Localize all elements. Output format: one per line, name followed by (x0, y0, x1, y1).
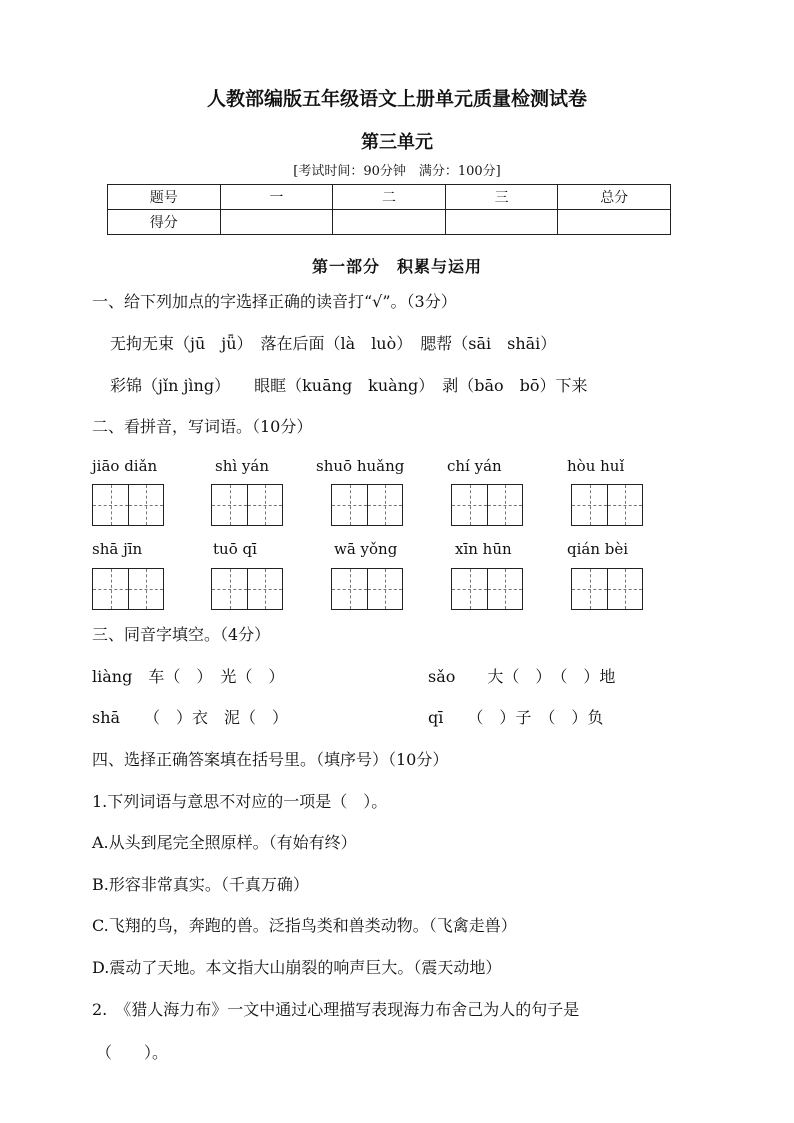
score-cell: 一 (220, 185, 333, 210)
q3-line1-left: liàng 车（ ） 光（ ） (92, 667, 285, 686)
grid-cell[interactable] (212, 485, 247, 525)
score-cell: 得分 (108, 210, 221, 235)
grid-cell[interactable] (367, 485, 402, 525)
grid-cell[interactable] (572, 569, 607, 609)
grid-cell[interactable] (607, 569, 642, 609)
pinyin-label: shuō huǎng (316, 457, 405, 475)
q3-title: 三、同音字填空。（4分） (92, 625, 271, 644)
grid-cell[interactable] (367, 569, 402, 609)
pinyin-label: xīn hūn (455, 540, 512, 558)
score-table (107, 184, 671, 235)
score-cell: 三 (445, 185, 558, 210)
q4-title: 四、选择正确答案填在括号里。（填序号）（10分） (92, 750, 449, 769)
grid-cell[interactable] (487, 485, 522, 525)
q4-option-a: A.从头到尾完全照原样。（有始有终） (92, 833, 357, 852)
grid-cell[interactable] (212, 569, 247, 609)
q3-line1-right: sǎo 大（ ） （ ）地 (428, 667, 616, 686)
pinyin-label: chí yán (447, 457, 502, 475)
score-table-score-row (108, 210, 671, 235)
q3-line2-right: qī （ ）子 （ ）负 (428, 708, 604, 727)
grid-cell[interactable] (128, 485, 163, 525)
writing-grid[interactable] (451, 568, 523, 610)
q1-line1: 无拘无束（jū jǖ） 落在后面（là luò） 腮帮（sāi shāi） (110, 334, 557, 353)
grid-cell[interactable] (93, 485, 128, 525)
writing-grid[interactable] (211, 568, 283, 610)
score-input-cell[interactable] (333, 210, 446, 235)
exam-info: [考试时间：90分钟 满分：100分] (293, 164, 501, 179)
q4-option-c: C.飞翔的鸟，奔跑的兽。泛指鸟类和兽类动物。（飞禽走兽） (92, 916, 517, 935)
writing-grid[interactable] (571, 484, 643, 526)
writing-grid[interactable] (331, 484, 403, 526)
grid-cell[interactable] (93, 569, 128, 609)
writing-grid[interactable] (451, 484, 523, 526)
score-input-cell[interactable] (445, 210, 558, 235)
score-cell: 二 (333, 185, 446, 210)
grid-cell[interactable] (452, 569, 487, 609)
pinyin-label: qián bèi (567, 540, 629, 558)
pinyin-label: hòu huǐ (567, 457, 625, 475)
unit-subtitle: 第三单元 (361, 132, 433, 153)
pinyin-label: wā yǒng (334, 540, 398, 558)
score-input-cell[interactable] (220, 210, 333, 235)
grid-cell[interactable] (247, 569, 282, 609)
grid-cell[interactable] (452, 485, 487, 525)
score-cell: 题号 (108, 185, 221, 210)
q1-title: 一、给下列加点的字选择正确的读音打“√”。（3分） (92, 292, 457, 311)
grid-cell[interactable] (332, 569, 367, 609)
writing-grid[interactable] (92, 568, 164, 610)
writing-grid[interactable] (571, 568, 643, 610)
q4-option-d: D.震动了天地。本文指大山崩裂的响声巨大。（震天动地） (92, 958, 502, 977)
pinyin-label: tuō qī (213, 540, 257, 558)
writing-grid[interactable] (211, 484, 283, 526)
score-table-header-row (108, 185, 671, 210)
q4-question-1: 1.下列词语与意思不对应的一项是（ ）。 (92, 792, 388, 811)
exam-title: 人教部编版五年级语文上册单元质量检测试卷 (206, 88, 587, 110)
part-heading: 第一部分 积累与运用 (311, 257, 482, 276)
writing-grid[interactable] (92, 484, 164, 526)
q3-line2-left: shā （ ）衣 泥（ ） (92, 708, 289, 727)
pinyin-label: shā jīn (92, 540, 143, 558)
pinyin-label: jiāo diǎn (92, 457, 158, 475)
grid-cell[interactable] (128, 569, 163, 609)
q1-line2: 彩锦（jǐn jìng） 眼眶（kuāng kuàng） 剥（bāo bō）下来 (110, 376, 588, 395)
grid-cell[interactable] (332, 485, 367, 525)
q2-title: 二、看拼音，写词语。（10分） (92, 417, 313, 436)
score-cell: 总分 (558, 185, 671, 210)
q4-question-2-blank: （ ）。 (96, 1043, 169, 1062)
grid-cell[interactable] (607, 485, 642, 525)
grid-cell[interactable] (247, 485, 282, 525)
pinyin-label: shì yán (215, 457, 270, 475)
q4-question-2: 2. 《猎人海力布》一文中通过心理描写表现海力布舍己为人的句子是 (92, 1000, 580, 1019)
writing-grid[interactable] (331, 568, 403, 610)
score-input-cell[interactable] (558, 210, 671, 235)
grid-cell[interactable] (572, 485, 607, 525)
q4-option-b: B.形容非常真实。（千真万确） (92, 875, 309, 894)
grid-cell[interactable] (487, 569, 522, 609)
